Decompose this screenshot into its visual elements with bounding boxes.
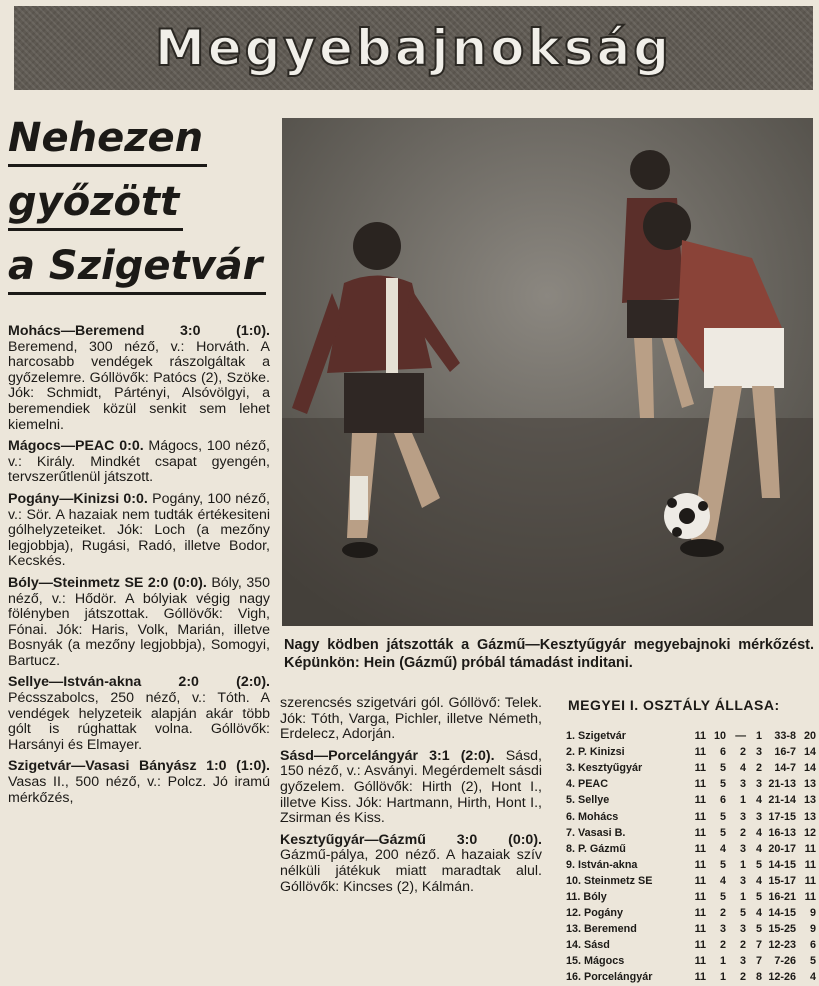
standings-value: 1 [755, 730, 762, 743]
team-name: 14. Sásd [566, 939, 610, 952]
standings-value: 3 [739, 955, 746, 968]
match-title: Pogány—Kinizsi 0:0. [8, 490, 148, 507]
standings-value: 5 [755, 890, 762, 903]
standings-value: 3 [739, 842, 746, 855]
football-photo [282, 118, 813, 626]
standings-value: 7-26 [774, 955, 796, 968]
banner-title: Megyebajnokság [154, 19, 673, 77]
standings-value: 13 [803, 794, 816, 807]
match-report-continued: szerencsés szigetvári gól. Góllövő: Telek. Jók: Tóth, Varga, Pichler, illetve Németh, Erdelecz, Adorján. [280, 695, 542, 743]
match-body: Pécsszabolcs, 250 néző, v.: Tóth. A vendégek helyzeteik alapján akár több gólt is rúghattak volna. Góllövők: Harsányi és Elmayer. [8, 690, 270, 753]
team-name: 13. Beremend [566, 923, 637, 936]
photo-image [282, 118, 813, 626]
match-title: Mágocs—PEAC 0:0. [8, 438, 144, 455]
match-body: Pogány, 100 néző, v.: Sör. A hazaiak nem tudták értékesiteni gólhelyzeteiket. Jók: Loch (a mezőny legjobbja), Rugási, Radó, illetve Bodor, Kecskés. [8, 490, 270, 570]
standings-value: 5 [719, 810, 726, 823]
match-body: Sásd, 150 néző, v.: Asványi. Megérdemelt sásdi győzelem. Góllövők: Hirth (2), Hont I., illetve Kiss. Jók: Hartmann, Hirth, Hont I., Zsirman és Kiss. [280, 747, 542, 827]
match-title: Szigetvár—Vasasi Bányász 1:0 (1:0). [8, 758, 270, 775]
standings-value: 11 [694, 971, 706, 984]
article-column-1 [8, 324, 270, 812]
standings-value: 2 [739, 826, 746, 839]
standings-value: 14 [803, 762, 816, 775]
standings-value: 17-15 [768, 810, 796, 823]
standings-value: 3 [739, 778, 746, 791]
standings-row [566, 905, 816, 921]
standings-value: 14-15 [768, 858, 796, 871]
standings-value: 5 [755, 858, 762, 871]
standings-value: 2 [719, 907, 726, 920]
headline-line-3: a Szigetvár [8, 240, 266, 295]
standings-value: 21-14 [768, 794, 796, 807]
standings-row [566, 744, 816, 760]
standings-row [566, 760, 816, 776]
standings-value: 2 [739, 746, 746, 759]
match-title: Bóly—Steinmetz SE 2:0 (0:0). [8, 574, 207, 591]
standings-value: 5 [809, 955, 816, 968]
standings-row [566, 841, 816, 857]
standings-value: 3 [739, 810, 746, 823]
match-body: Vasas II., 500 néző, v.: Polcz. Jó iramú mérkőzés, [8, 774, 270, 806]
standings-value: 11 [694, 810, 706, 823]
headline-line-1: Nehezen [8, 112, 207, 167]
standings-value: 4 [755, 907, 762, 920]
match-report [8, 439, 270, 486]
standings-value: 5 [739, 907, 746, 920]
football [664, 493, 710, 539]
standings-value: 7 [755, 939, 762, 952]
standings-value: 4 [719, 842, 726, 855]
standings-value: 5 [719, 778, 726, 791]
team-name: 10. Steinmetz SE [566, 874, 653, 887]
standings-row [566, 969, 816, 985]
headline [8, 112, 276, 304]
headline-line-2: győzött [8, 176, 183, 231]
standings-value: 15-17 [768, 874, 796, 887]
standings-value: 9 [809, 907, 816, 920]
standings-value: 16-21 [768, 890, 796, 903]
standings-row [566, 776, 816, 792]
team-name: 15. Mágocs [566, 955, 625, 968]
match-title: Sellye—István-akna 2:0 (2:0). [8, 674, 270, 691]
standings-value: 3 [755, 746, 762, 759]
standings-value: 33-8 [774, 730, 796, 743]
standings-value: 12 [803, 826, 816, 839]
standings-value: 16-7 [774, 746, 796, 759]
match-body: Mágocs, 100 néző, v.: Király. Mindkét csapat gyengén, tervszerűtlenül játszott. [8, 438, 270, 486]
standings-table [566, 728, 816, 986]
standings-value: 9 [809, 923, 816, 936]
standings-row [566, 921, 816, 937]
standings-value: 12-23 [768, 939, 796, 952]
standings-value: 15-25 [768, 923, 796, 936]
standings-value: 13 [803, 810, 816, 823]
match-body: Beremend, 300 néző, v.: Horváth. A harcosabb vendégek rászolgáltak a győzelemre. Góllövők: Patócs (2), Szöke. Jók: Schmidt, Pártényi, Alsóvölgyi, a beremendiek közül senkit sem lehet kiemelni. [8, 338, 270, 433]
team-name: 9. István-akna [566, 858, 638, 871]
standings-row [566, 728, 816, 744]
standings-value: 5 [719, 890, 726, 903]
standings-value: 7 [755, 955, 762, 968]
standings-value: 11 [694, 842, 706, 855]
article-column-2 [280, 696, 542, 901]
standings-value: 2 [755, 762, 762, 775]
standings-value: — [735, 730, 746, 743]
standings-value: 6 [719, 746, 726, 759]
standings-value: 4 [809, 971, 816, 984]
standings-value: 2 [719, 939, 726, 952]
standings-value: 4 [719, 874, 726, 887]
standings-value: 11 [804, 858, 816, 871]
standings-row [566, 937, 816, 953]
team-name: 6. Mohács [566, 810, 619, 823]
standings-row [566, 889, 816, 905]
standings-value: 13 [803, 778, 816, 791]
standings-value: 4 [755, 842, 762, 855]
match-report [280, 833, 542, 895]
team-name: 12. Pogány [566, 907, 624, 920]
standings-value: 11 [694, 778, 706, 791]
match-body: Gázmű-pálya, 200 néző. A hazaiak szív nélküli játékuk miatt maradtak alul. Góllövők: Kincses (2), Kálmán. [280, 847, 542, 895]
match-title: Mohács—Beremend 3:0 (1:0). [8, 323, 270, 339]
standings-value: 20 [803, 730, 816, 743]
match-report [8, 759, 270, 806]
standings-value: 11 [694, 762, 706, 775]
standings-row [566, 825, 816, 841]
match-report [8, 324, 270, 433]
section-banner [14, 6, 813, 90]
standings-value: 4 [739, 762, 746, 775]
standings-value: 5 [719, 762, 726, 775]
standings-value: 4 [755, 874, 762, 887]
standings-value: 11 [694, 939, 706, 952]
standings-value: 14-7 [774, 762, 796, 775]
standings-value: 4 [755, 826, 762, 839]
standings-value: 11 [694, 923, 706, 936]
match-body: Bóly, 350 néző, v.: Hődör. A bólyiak végig nagy fölényben játszottak. Góllövők: Vigh, Fónai. Jók: Haris, Volk, Marián, illetve Bosnyák (a mezőny legjobbja), Somogyi, Bartucz. [8, 574, 270, 669]
team-name: 16. Porcelángyár [566, 971, 653, 984]
standings-value: 14-15 [768, 907, 796, 920]
standings-value: 11 [804, 890, 816, 903]
standings-value: 2 [739, 939, 746, 952]
standings-value: 21-13 [768, 778, 796, 791]
standings-value: 3 [755, 778, 762, 791]
standings-value: 11 [694, 746, 706, 759]
standings-value: 20-17 [768, 842, 796, 855]
team-name: 7. Vasasi B. [566, 826, 626, 839]
team-name: 11. Bóly [566, 890, 607, 903]
team-name: 8. P. Gázmű [566, 842, 626, 855]
standings-value: 3 [739, 923, 746, 936]
standings-value: 16-13 [768, 826, 796, 839]
standings-value: 1 [739, 858, 746, 871]
standings-value: 6 [809, 939, 816, 952]
standings-row [566, 857, 816, 873]
standings-value: 11 [694, 858, 706, 871]
standings-value: 1 [719, 955, 726, 968]
standings-value: 10 [713, 730, 726, 743]
team-name: 5. Sellye [566, 794, 610, 807]
standings-value: 6 [719, 794, 726, 807]
standings-value: 11 [694, 730, 706, 743]
standings-value: 11 [694, 890, 706, 903]
match-title: Kesztyűgyár—Gázmű 3:0 (0:0). [280, 831, 542, 848]
standings-value: 3 [739, 874, 746, 887]
standings-value: 5 [719, 826, 726, 839]
standings-value: 1 [719, 971, 726, 984]
standings-value: 4 [755, 794, 762, 807]
standings-value: 1 [739, 794, 746, 807]
team-name: 3. Kesztyűgyár [566, 762, 643, 775]
match-report [8, 576, 270, 670]
standings-value: 11 [694, 955, 706, 968]
standings-value: 11 [694, 826, 706, 839]
standings-value: 2 [739, 971, 746, 984]
standings-value: 3 [719, 923, 726, 936]
match-report [8, 492, 270, 570]
standings-row [566, 953, 816, 969]
match-report [280, 749, 542, 827]
standings-row [566, 792, 816, 808]
team-name: 1. Szigetvár [566, 730, 627, 743]
standings-value: 12-26 [768, 971, 796, 984]
match-report [8, 675, 270, 753]
standings-value: 5 [719, 858, 726, 871]
team-name: 4. PEAC [566, 778, 609, 791]
photo-caption: Nagy ködben játszották a Gázmű—Kesztyűgyár megyebajnoki mérkőzést. Képünkön: Hein (Gázmű) próbál támadást inditani. [284, 637, 814, 671]
standings-row [566, 873, 816, 889]
standings-value: 11 [694, 794, 706, 807]
standings-value: 14 [803, 746, 816, 759]
team-name: 2. P. Kinizsi [566, 746, 625, 759]
standings-row [566, 808, 816, 824]
standings-title: MEGYEI I. OSZTÁLY ÁLLASA: [568, 697, 780, 713]
standings-value: 3 [755, 810, 762, 823]
standings-value: 11 [804, 874, 816, 887]
standings-value: 8 [755, 971, 762, 984]
standings-value: 11 [694, 907, 706, 920]
standings-value: 5 [755, 923, 762, 936]
match-title: Sásd—Porcelángyár 3:1 (2:0). [280, 747, 495, 764]
standings-value: 11 [804, 842, 816, 855]
standings-value: 1 [739, 890, 746, 903]
standings-value: 11 [694, 874, 706, 887]
